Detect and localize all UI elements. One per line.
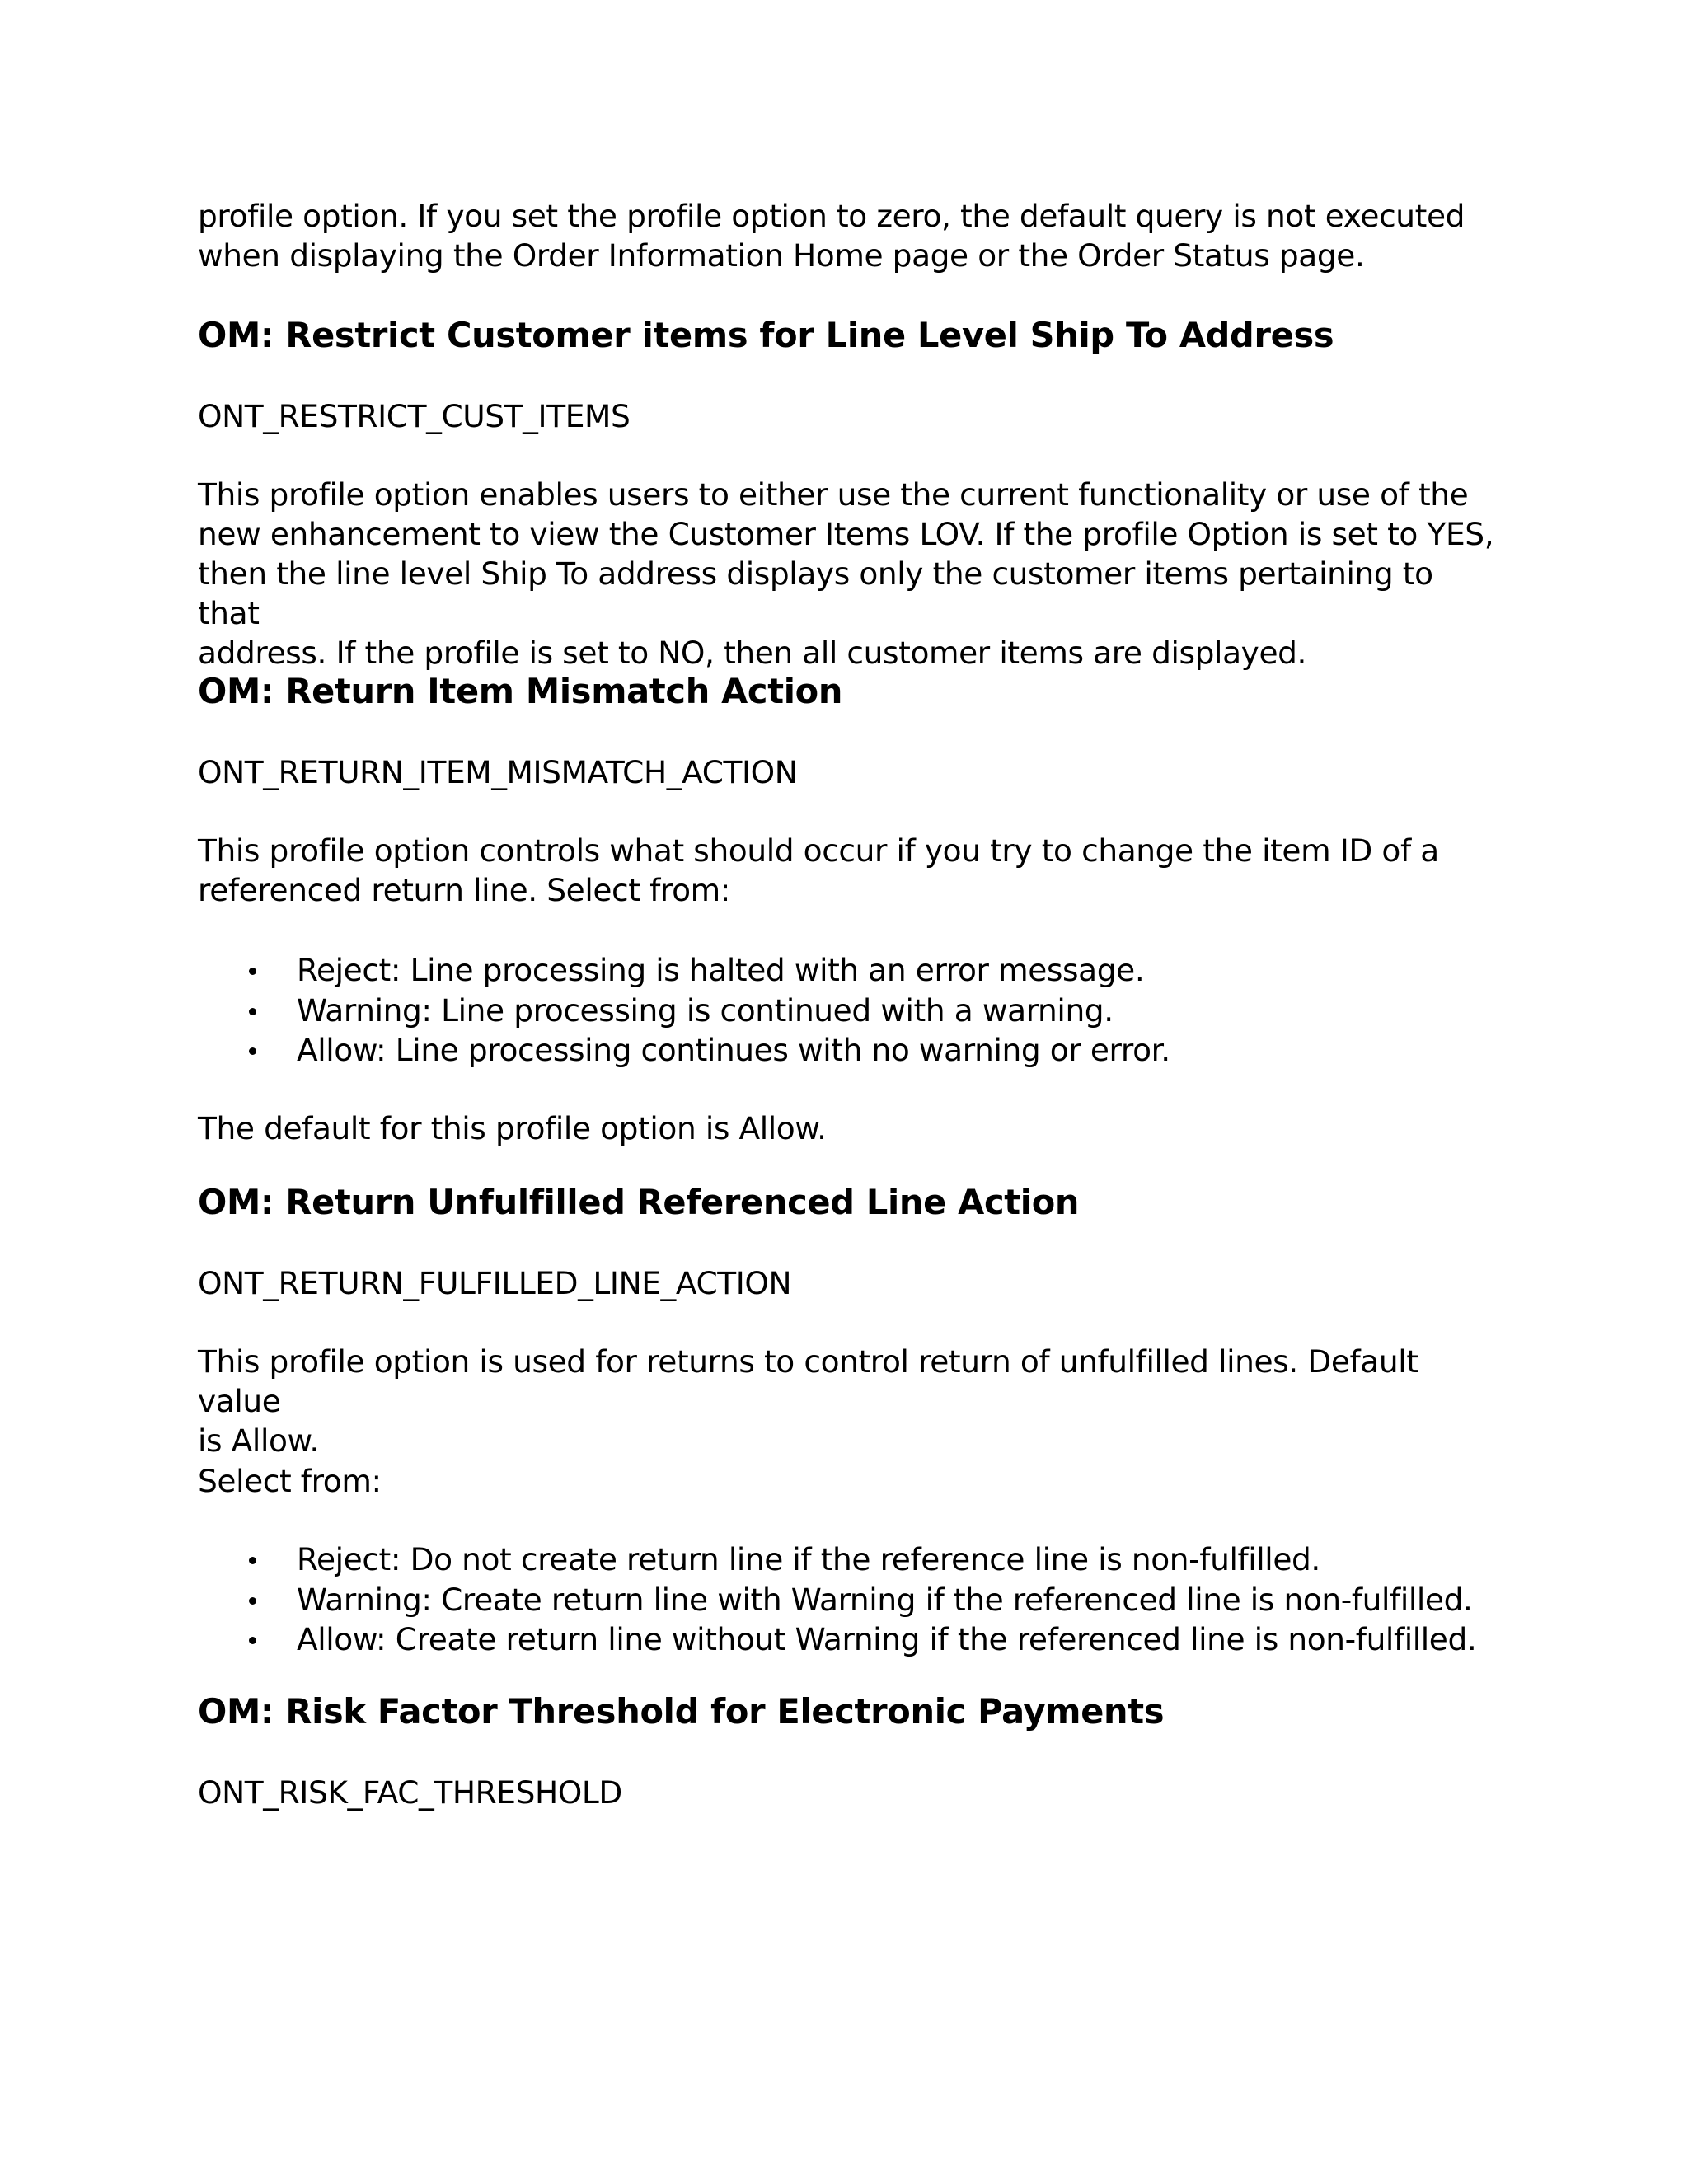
profile-code-return-item-mismatch: ONT_RETURN_ITEM_MISMATCH_ACTION (198, 754, 798, 790)
list-item (198, 1580, 1500, 1620)
list-item (198, 1030, 1500, 1071)
text-line: new enhancement to view the Customer Items LOV. If the profile Option is set to YES, (198, 516, 1494, 552)
text-line: is Allow. (198, 1422, 319, 1459)
bullet-icon (249, 1047, 256, 1055)
bullet-icon (249, 1637, 256, 1644)
list-item-text: Reject: Do not create return line if the reference line is non-fulfilled. (297, 1541, 1320, 1577)
list-item-text: Warning: Line processing is continued with a warning. (297, 991, 1114, 1029)
bullet-list-return-item-mismatch (198, 950, 1500, 1071)
section-heading-return-unfulfilled-line: OM: Return Unfulfilled Referenced Line Action (198, 1182, 1080, 1222)
section-description-return-item-mismatch (198, 831, 1500, 910)
text-line: when displaying the Order Information Home page or the Order Status page. (198, 237, 1365, 274)
bullet-list-return-unfulfilled-line (198, 1540, 1500, 1660)
section-description-restrict-customer-items (198, 475, 1500, 673)
text-line: This profile option enables users to either use the current functionality or use of the (198, 476, 1469, 513)
section-description-return-unfulfilled-line (198, 1342, 1500, 1460)
section-heading-return-item-mismatch: OM: Return Item Mismatch Action (198, 671, 843, 711)
text-line: address. If the profile is set to NO, then all customer items are displayed. (198, 635, 1307, 671)
profile-code-return-fulfilled-line: ONT_RETURN_FULFILLED_LINE_ACTION (198, 1265, 792, 1301)
list-item (198, 1540, 1500, 1580)
text-line: referenced return line. Select from: (198, 872, 730, 908)
list-item (198, 950, 1500, 991)
list-item-text: Warning: Create return line with Warning if the referenced line is non-fulfilled. (297, 1581, 1473, 1618)
list-item-text: Allow: Create return line without Warning if the referenced line is non-fulfilled. (297, 1621, 1477, 1657)
list-item-text: Allow: Line processing continues with no warning or error. (297, 1032, 1170, 1068)
text-line: profile option. If you set the profile option to zero, the default query is not executed (198, 198, 1465, 234)
select-from-label: Select from: (198, 1463, 382, 1499)
bullet-icon (249, 1008, 256, 1015)
default-note: The default for this profile option is Allow. (198, 1110, 827, 1146)
bullet-icon (249, 968, 256, 975)
text-line: then the line level Ship To address displays only the customer items pertaining to that (198, 555, 1433, 631)
profile-code-restrict-cust-items: ONT_RESTRICT_CUST_ITEMS (198, 398, 631, 434)
intro-paragraph (198, 196, 1500, 275)
list-item (198, 1619, 1500, 1660)
bullet-icon (249, 1557, 256, 1564)
list-item (198, 991, 1500, 1031)
section-heading-risk-factor-threshold: OM: Risk Factor Threshold for Electronic Payments (198, 1691, 1165, 1732)
text-line: This profile option controls what should occur if you try to change the item ID of a (198, 832, 1439, 869)
section-heading-restrict-customer-items: OM: Restrict Customer items for Line Level Ship To Address (198, 315, 1334, 355)
profile-code-risk-fac-threshold: ONT_RISK_FAC_THRESHOLD (198, 1774, 622, 1811)
bullet-icon (249, 1597, 256, 1605)
list-item-text: Reject: Line processing is halted with an error message. (297, 952, 1145, 988)
text-line: This profile option is used for returns to control return of unfulfilled lines. Default value (198, 1343, 1418, 1419)
